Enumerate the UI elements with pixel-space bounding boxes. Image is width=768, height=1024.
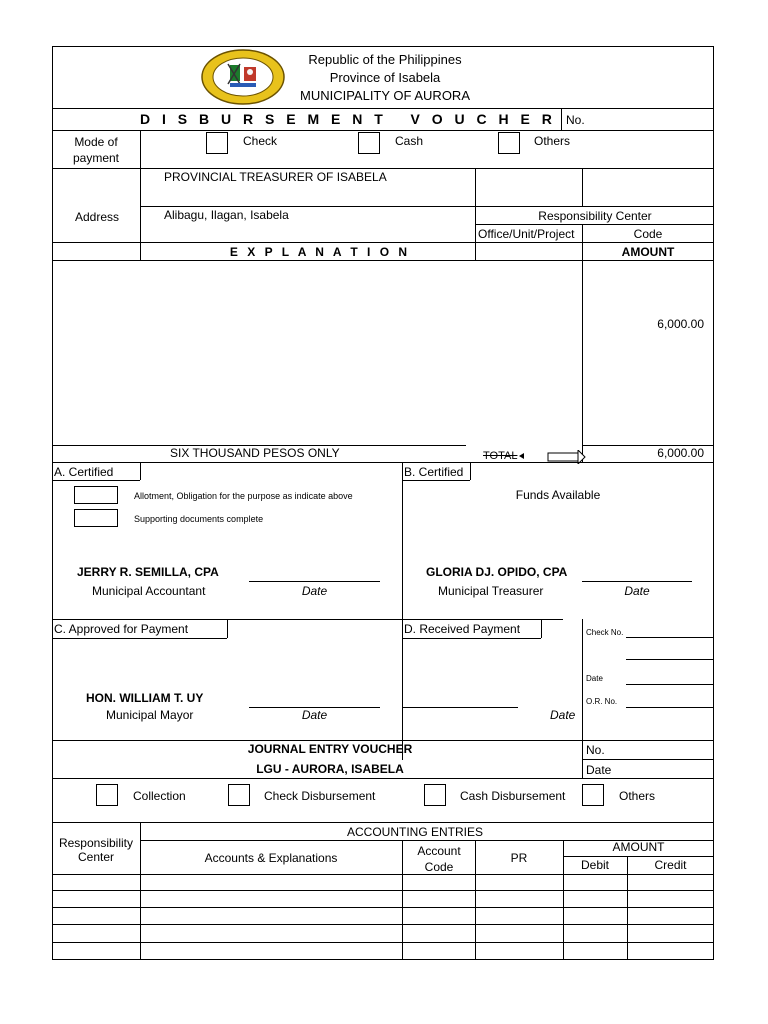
address-label: Address: [75, 210, 120, 224]
cash-checkbox[interactable]: [358, 132, 380, 154]
code-label: Code: [633, 227, 663, 241]
amount-in-words: SIX THOUSAND PESOS ONLY: [170, 446, 340, 460]
accountant-name: JERRY R. SEMILLA, CPA: [77, 565, 219, 579]
check-checkbox[interactable]: [206, 132, 228, 154]
collection-label: Collection: [133, 789, 186, 803]
others-label: Others: [534, 134, 571, 148]
cash-label: Cash: [395, 134, 424, 148]
resp-center-header: Responsibility Center: [58, 836, 134, 864]
collection-checkbox[interactable]: [96, 784, 118, 806]
explanation-header: E X P L A N A T I O N: [229, 245, 411, 259]
table-row[interactable]: [52, 874, 714, 875]
mayor-title: Municipal Mayor: [106, 708, 194, 722]
funds-available-text: Funds Available: [515, 488, 601, 502]
total-label: TOTAL: [483, 450, 518, 462]
check-label: Check: [243, 134, 278, 148]
table-row[interactable]: [52, 907, 714, 908]
credit-header: Credit: [654, 858, 687, 872]
mayor-date-label: Date: [301, 708, 328, 722]
amount-table-header: AMOUNT: [612, 840, 665, 854]
journal-title: JOURNAL ENTRY VOUCHER: [247, 742, 413, 756]
journal-date-label: Date: [586, 763, 612, 777]
supporting-docs-text: Supporting documents complete: [134, 514, 264, 524]
journal-subtitle: LGU - AURORA, ISABELA: [256, 762, 404, 776]
table-row[interactable]: [52, 890, 714, 891]
journal-others-label: Others: [619, 789, 656, 803]
amount-header: AMOUNT: [621, 245, 675, 259]
table-row[interactable]: [52, 924, 714, 925]
allotment-checkbox[interactable]: [74, 486, 118, 504]
supporting-docs-checkbox[interactable]: [74, 509, 118, 527]
accountant-title: Municipal Accountant: [92, 584, 206, 598]
header-municipality: MUNICIPALITY OF AURORA: [300, 88, 470, 103]
mayor-name: HON. WILLIAM T. UY: [86, 691, 204, 705]
total-amount: 6,000.00: [657, 446, 704, 460]
debit-header: Debit: [580, 858, 609, 872]
header-province: Province of Isabela: [329, 70, 441, 85]
or-no-label: O.R. No.: [586, 697, 618, 706]
cash-disbursement-label: Cash Disbursement: [460, 789, 566, 803]
accounts-explanations-header: Accounts & Explanations: [204, 851, 338, 865]
date-small-label: Date: [586, 674, 603, 683]
accounting-entries-header: ACCOUNTING ENTRIES: [346, 825, 483, 839]
mode-of-payment-label: Mode of payment: [72, 135, 120, 165]
received-date-label: Date: [550, 708, 576, 722]
voucher-title: D I S B U R S E M E N T V O U C H E R: [140, 111, 556, 127]
cert-b-label: B. Certified: [404, 465, 464, 479]
treasurer-date-label: Date: [624, 584, 650, 598]
accountant-date-label: Date: [301, 584, 328, 598]
treasurer-title: Municipal Treasurer: [438, 584, 544, 598]
table-row[interactable]: [52, 942, 714, 943]
check-disbursement-checkbox[interactable]: [228, 784, 250, 806]
received-label: D. Received Payment: [404, 622, 521, 636]
responsibility-center-label: Responsibility Center: [538, 209, 652, 223]
check-disbursement-label: Check Disbursement: [264, 789, 376, 803]
cert-a-label: A. Certified: [54, 465, 114, 479]
address-value: Alibagu, Ilagan, Isabela: [164, 208, 289, 222]
payee-name: PROVINCIAL TREASURER OF ISABELA: [164, 170, 387, 184]
account-code-header: Account Code: [417, 844, 461, 874]
header-republic: Republic of the Philippines: [308, 52, 462, 67]
amount-value: 6,000.00: [657, 317, 704, 331]
office-unit-project-label: Office/Unit/Project: [478, 227, 575, 241]
cash-disbursement-checkbox[interactable]: [424, 784, 446, 806]
allotment-text: Allotment, Obligation for the purpose as indicate above: [134, 491, 353, 501]
treasurer-name: GLORIA DJ. OPIDO, CPA: [426, 565, 568, 579]
approved-label: C. Approved for Payment: [54, 622, 189, 636]
journal-no-label: No.: [586, 743, 605, 757]
check-no-label: Check No.: [586, 628, 624, 637]
municipal-seal-icon: [200, 48, 286, 106]
pr-header: PR: [510, 851, 528, 865]
journal-others-checkbox[interactable]: [582, 784, 604, 806]
voucher-no-label: No.: [566, 113, 585, 127]
others-checkbox[interactable]: [498, 132, 520, 154]
